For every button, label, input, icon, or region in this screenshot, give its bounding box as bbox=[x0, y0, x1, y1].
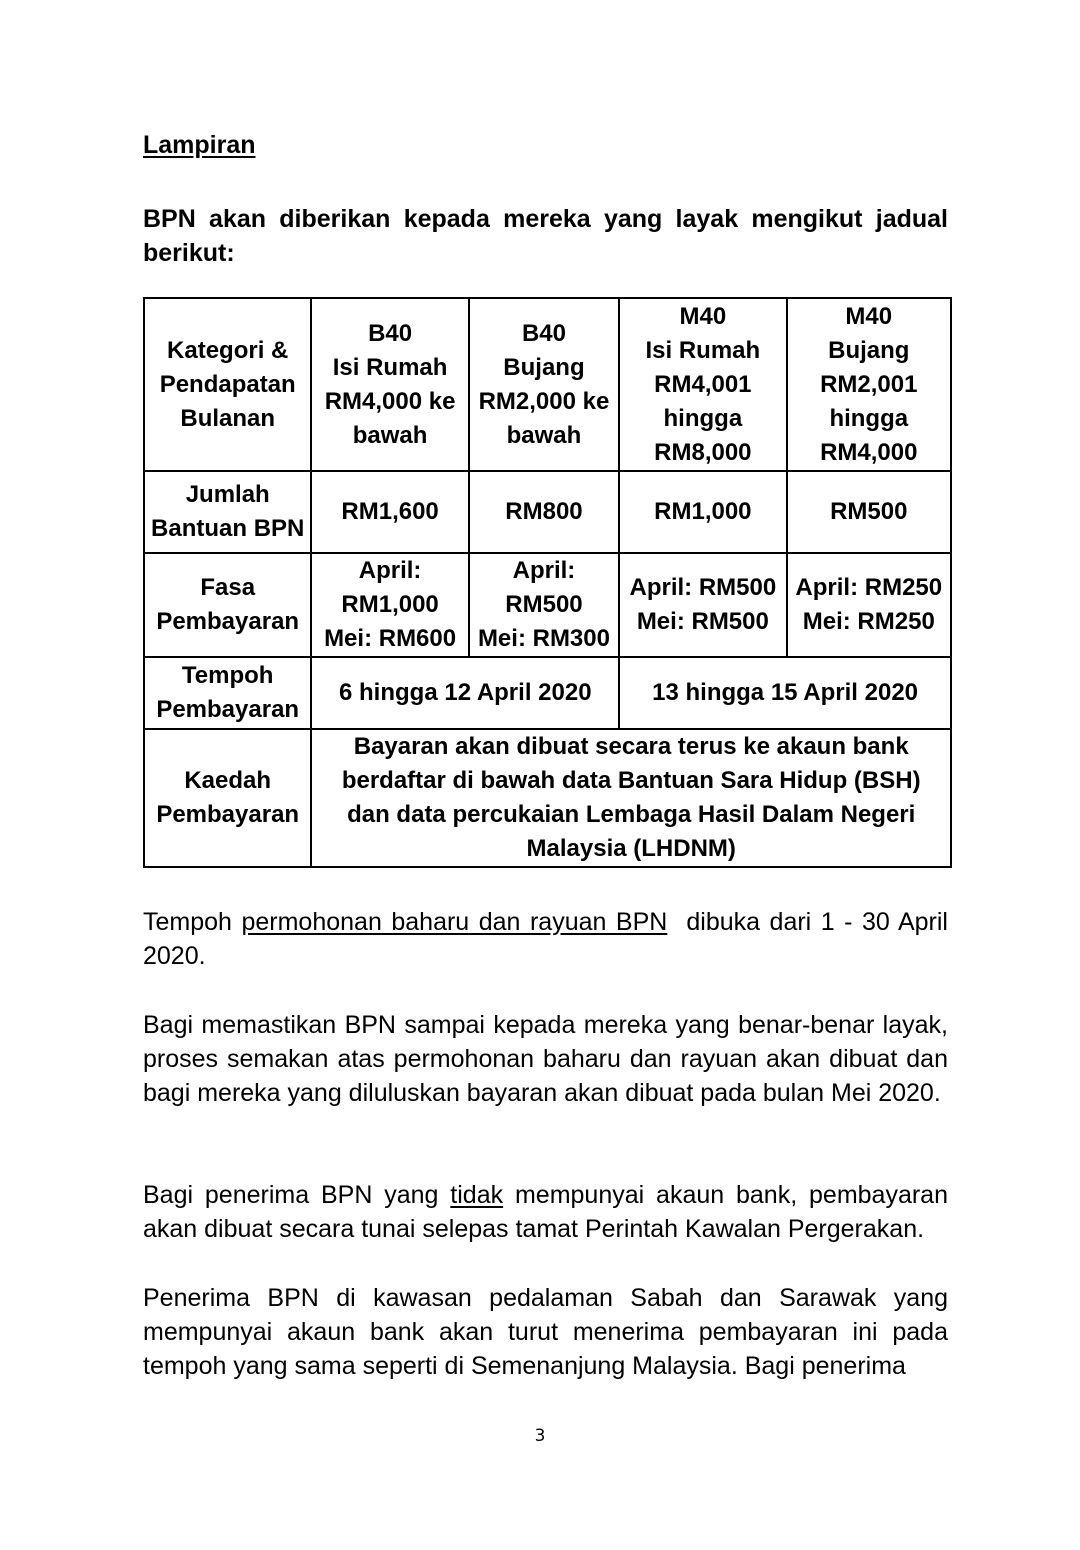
cell-line: Jumlah bbox=[185, 481, 270, 508]
paragraph-application-period bbox=[143, 905, 955, 973]
underlined-text: permohonan baharu dan rayuan BPN bbox=[241, 908, 668, 936]
cell-line: RM4,000 bbox=[820, 438, 918, 466]
table-cell-method bbox=[311, 729, 951, 867]
cell-line: Fasa bbox=[200, 574, 256, 601]
text-span: dibuka dari 1 - 30 April 2020. bbox=[143, 908, 955, 970]
table-row-jumlah bbox=[144, 471, 951, 553]
paragraph-verification: Bagi memastikan BPN sampai kepada mereka yang benar-benar layak, proses semakan atas permohonan baharu dan rayuan akan dibuat dan bagi mereka yang diluluskan bayaran akan dibuat pada bulan Mei 2020. bbox=[143, 1011, 948, 1107]
cell-line: Kaedah bbox=[184, 767, 272, 794]
table-cell: RM500 bbox=[787, 471, 951, 553]
cell-line: RM8,000 bbox=[654, 438, 752, 466]
header-m40-isi-rumah bbox=[619, 298, 786, 471]
cell-line: RM2,001 bbox=[820, 370, 918, 398]
cell-line: Pendapatan bbox=[159, 370, 296, 398]
row-label-cell bbox=[144, 553, 311, 657]
table-cell: RM1,600 bbox=[311, 471, 468, 553]
row-label-cell bbox=[144, 471, 311, 553]
table-cell-m40-period: 13 hingga 15 April 2020 bbox=[619, 657, 951, 729]
cell-line: Pembayaran bbox=[156, 801, 300, 828]
table-cell bbox=[469, 553, 619, 657]
text-span: Bagi penerima BPN yang bbox=[143, 1181, 451, 1209]
table-row-fasa bbox=[144, 553, 951, 657]
page-number: 3 bbox=[534, 1426, 546, 1446]
cell-line: April: RM250 bbox=[795, 574, 943, 601]
header-m40-bujang bbox=[787, 298, 951, 471]
underlined-text: tidak bbox=[450, 1181, 504, 1209]
intro-text: BPN akan diberikan kepada mereka yang layak mengikut jadual berikut: bbox=[143, 205, 948, 267]
header-b40-bujang bbox=[469, 298, 619, 471]
cell-line: RM1,000 bbox=[341, 591, 439, 618]
cell-line: B40 bbox=[368, 319, 413, 347]
cell-line: Malaysia (LHDNM) bbox=[526, 835, 736, 862]
table-cell bbox=[619, 553, 786, 657]
cell-line: April: bbox=[358, 557, 422, 584]
cell-line: Kategori & bbox=[167, 336, 289, 364]
row-label-cell bbox=[144, 657, 311, 729]
cell-line: hingga bbox=[829, 404, 909, 432]
cell-line: Bujang bbox=[828, 336, 910, 364]
cell-line: Bulanan bbox=[180, 404, 276, 432]
cell-line: Pembayaran bbox=[156, 696, 300, 723]
paragraph-sabah-sarawak: Penerima BPN di kawasan pedalaman Sabah dan Sarawak yang mempunyai akaun bank akan turut menerima pembayaran ini pada tempoh yang sama seperti di Semenanjung Malaysia. Bagi penerima bbox=[143, 1284, 948, 1380]
cell-line: hingga bbox=[663, 404, 743, 432]
cell-line: Pembayaran bbox=[156, 608, 300, 635]
text-span: Tempoh bbox=[143, 908, 242, 936]
cell-line: Bujang bbox=[503, 353, 585, 381]
cell-line: Mei: RM250 bbox=[802, 608, 935, 635]
cell-line: Mei: RM600 bbox=[324, 625, 457, 652]
cell-line: Bantuan BPN bbox=[151, 515, 305, 542]
cell-line: RM4,001 bbox=[654, 370, 752, 398]
cell-line: April: bbox=[512, 557, 576, 584]
text-span: mempunyai akaun bank, pembayaran akan dibuat secara tunai selepas tamat Perintah Kawalan Pergerakan. bbox=[143, 1181, 948, 1243]
table-row-kaedah bbox=[144, 729, 951, 867]
cell-line: M40 bbox=[845, 302, 893, 330]
header-label-cell bbox=[144, 298, 311, 471]
cell-line: RM2,000 ke bbox=[478, 387, 610, 415]
cell-line: M40 bbox=[679, 302, 727, 330]
header-b40-isi-rumah bbox=[311, 298, 468, 471]
cell-line: Mei: RM500 bbox=[636, 608, 769, 635]
paragraph-no-bank-account bbox=[143, 1178, 948, 1246]
row-label-cell bbox=[144, 729, 311, 867]
cell-line: Isi Rumah bbox=[645, 336, 761, 364]
cell-line: Mei: RM300 bbox=[477, 625, 610, 652]
cell-line: Tempoh bbox=[181, 662, 274, 689]
table-cell bbox=[787, 553, 951, 657]
cell-line: Isi Rumah bbox=[332, 353, 448, 381]
bpn-eligibility-table bbox=[143, 297, 952, 868]
cell-line: RM4,000 ke bbox=[324, 387, 456, 415]
cell-line: RM500 bbox=[505, 591, 583, 618]
cell-line: dan data percukaian Lembaga Hasil Dalam Negeri bbox=[347, 801, 916, 828]
table-row-tempoh bbox=[144, 657, 951, 729]
cell-line: B40 bbox=[521, 319, 566, 347]
cell-line: Bayaran akan dibuat secara terus ke akaun bank bbox=[353, 733, 909, 760]
section-heading: Lampiran bbox=[143, 131, 256, 159]
table-cell: RM1,000 bbox=[619, 471, 786, 553]
cell-line: berdaftar di bawah data Bantuan Sara Hidup (BSH) bbox=[341, 767, 921, 794]
cell-line: bawah bbox=[506, 421, 582, 449]
cell-line: bawah bbox=[352, 421, 428, 449]
cell-line: April: RM500 bbox=[629, 574, 777, 601]
table-cell-b40-period: 6 hingga 12 April 2020 bbox=[311, 657, 619, 729]
table-cell: RM800 bbox=[469, 471, 619, 553]
table-header-row bbox=[144, 298, 951, 471]
table-cell bbox=[311, 553, 468, 657]
